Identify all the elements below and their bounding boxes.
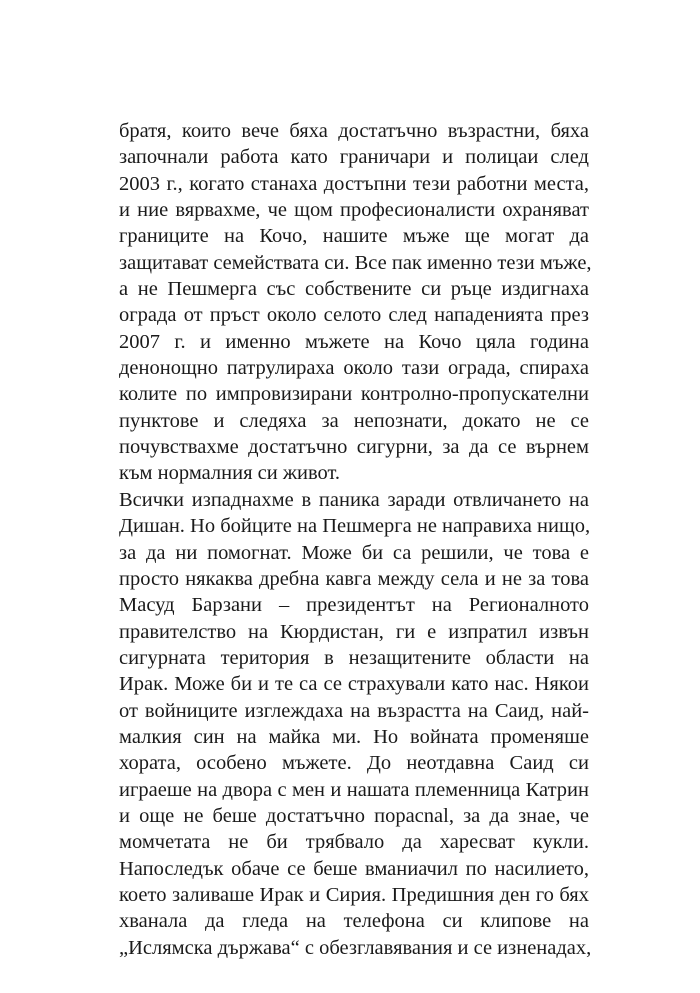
text-line-20: правителство на Кюрдистан, ги е изпратил извън xyxy=(119,620,589,643)
text-line-15: Всички изпаднахме в паника заради отвличането на xyxy=(119,488,589,511)
text-line-1: братя, които вече бяха достатъчно възрастни, бяха xyxy=(119,120,589,142)
text-line-18: просто някаква дребна кавга между села и не за това xyxy=(119,567,589,590)
text-line-27: и още не беше достатъчно порасnal, за да знае, че xyxy=(119,804,589,827)
text-line-22: Ирак. Може би и те са се страхували като нас. Някои xyxy=(119,673,589,696)
body-text xyxy=(119,118,592,961)
text-line-12: пунктове и следяха за непознати, докато не се xyxy=(119,409,589,432)
text-line-9: 2007 г. и именно мъжете на Кочо цяла година xyxy=(119,330,589,353)
text-line-26: играеше на двора с мен и нашата племенница Катрин xyxy=(119,778,589,801)
text-line-8: ограда от пръст около селото след нападенията през xyxy=(119,304,589,327)
text-line-21: сигурната територия в незащитените области на xyxy=(119,646,589,669)
text-line-29: Напоследък обаче се беше вманиачил по насилието, xyxy=(119,857,589,880)
text-line-16: Дишан. Но бойците на Пешмерга не направиха нищо, xyxy=(119,515,591,538)
text-line-31: хванала да гледа на телефона си клипове на xyxy=(119,910,589,933)
text-line-3: 2003 г., когато станаха достъпни тези работни места, xyxy=(119,172,589,195)
text-line-25: хората, особено мъжете. До неотдавна Саид си xyxy=(119,752,589,775)
text-line-2: започнали работа като граничари и полицаи след xyxy=(119,146,589,169)
text-line-10: денонощно патрулираха около тази ограда, спираха xyxy=(119,357,589,380)
text-line-7: а не Пешмерга със собствените си ръце издигнаха xyxy=(119,278,589,301)
text-line-23: от войниците изглеждаха на възрастта на Саид, най- xyxy=(119,699,589,722)
text-line-28: момчетата не би трябвало да харесват кукли. xyxy=(119,831,589,854)
text-line-24: малкия син на майка ми. Но войната променяше xyxy=(119,725,589,748)
text-line-11: колите по импровизирани контролно-пропускателни xyxy=(119,383,589,406)
text-line-5: границите на Кочо, нашите мъже ще могат да xyxy=(119,225,589,248)
text-line-17: за да ни помогнат. Може би са решили, че това е xyxy=(119,541,589,564)
text-line-30: което заливаше Ирак и Сирия. Предишния ден го бях xyxy=(119,883,589,906)
text-line-19: Масуд Барзани – президентът на Регионалното xyxy=(119,594,589,617)
text-line-4: и ние вярвахме, че щом професионалисти охраняват xyxy=(119,199,589,222)
text-line-14: към нормалния си живот. xyxy=(119,462,341,485)
text-line-32: „Ислямска държава“ с обезглавявания и се изненадах, xyxy=(119,936,592,959)
text-line-6: защитават семействата си. Все пак именно тези мъже, xyxy=(119,251,592,274)
text-line-13: почувствахме достатъчно сигурни, за да се върнем xyxy=(119,436,589,459)
